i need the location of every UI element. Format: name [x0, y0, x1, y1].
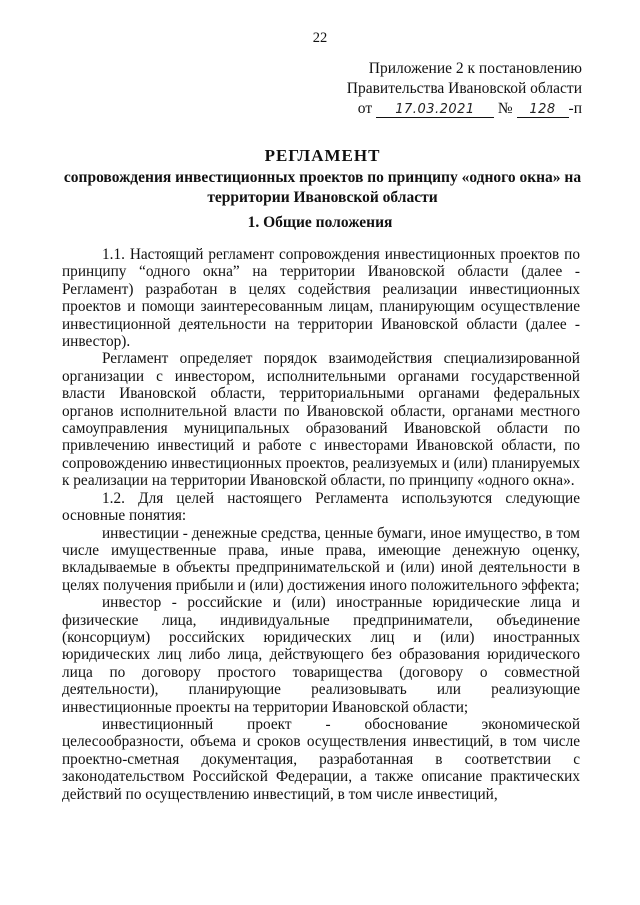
appendix-header: [302, 59, 582, 119]
number-suffix: -п: [568, 100, 582, 117]
paragraph-1-1: 1.1. Настоящий регламент сопровождения инвестиционных проектов по принципу “одного окна” на территории Ивановской области (далее - Регламент) разработан в целях содействия реализации инвестиционных проектов и помощи заинтересованным лицам, планирующим осуществление инвестиционной деятельности на территории Ивановской области (далее - инвестор).: [62, 246, 580, 351]
paragraph-1-2: 1.2. Для целей настоящего Регламента используются следующие основные понятия:: [62, 489, 580, 525]
appendix-date-number-row: [302, 99, 582, 119]
body-text: [62, 246, 580, 803]
page-number: 22: [312, 30, 328, 46]
appendix-line-1: Приложение 2 к постановлению: [368, 60, 582, 77]
document-subtitle: сопровождения инвестиционных проектов по принципу «одного окна» на территории Ивановской области: [63, 169, 582, 206]
definition-investments: инвестиции - денежные средства, ценные бумаги, иное имущество, в том числе имущественные права, иные права, имеющие денежную оценку, вкладываемые в объекты предпринимательской и (или) иной деятельности в целях получения прибыли и (или) достижения иного положительного эффекта;: [62, 524, 580, 594]
definition-investor: инвестор - российские и (или) иностранные юридические лица и физические лица, индивидуальные предприниматели, объединение (консорциум) российских юридических лиц и (или) иностранных юридических лиц либо лица, действующего без образования юридического лица по договору простого товарищества (договору о совместной деятельности), планирующие реализовывать или реализующие инвестиционные проекты на территории Ивановской области;: [62, 594, 580, 716]
appendix-line-2: Правительства Ивановской области: [346, 80, 582, 97]
document-title: РЕГЛАМЕНТ: [264, 146, 381, 165]
paragraph-regulation-scope: Регламент определяет порядок взаимодействия специализированной организации с инвестором, исполнительными органами государственной власти Ивановской области, территориальными органами федеральных органов исполнительной власти по Ивановской области, органами местного самоуправления муниципальных образований Ивановской области по привлечению инвестиций и работе с инвесторами Ивановской области, по сопровождению инвестиционных проектов, реализуемых и (или) планируемых к реализации на территории Ивановской области, по принципу «одного окна».: [62, 350, 580, 490]
from-label: от: [357, 100, 373, 117]
handwritten-number: 128: [517, 103, 569, 118]
handwritten-date: 17.03.2021: [376, 103, 494, 118]
definition-investment-project: инвестиционный проект - обоснование экономической целесообразности, объема и сроков осуществления инвестиций, в том числе проектно-сметная документация, разработанная в соответствии с законодательством Российской Федерации, а также описание практических действий по осуществлению инвестиций, в том числе инвестиций,: [62, 715, 580, 803]
number-label: №: [497, 100, 513, 117]
title-block: [40, 146, 605, 208]
section-heading: 1. Общие положения: [247, 214, 393, 231]
